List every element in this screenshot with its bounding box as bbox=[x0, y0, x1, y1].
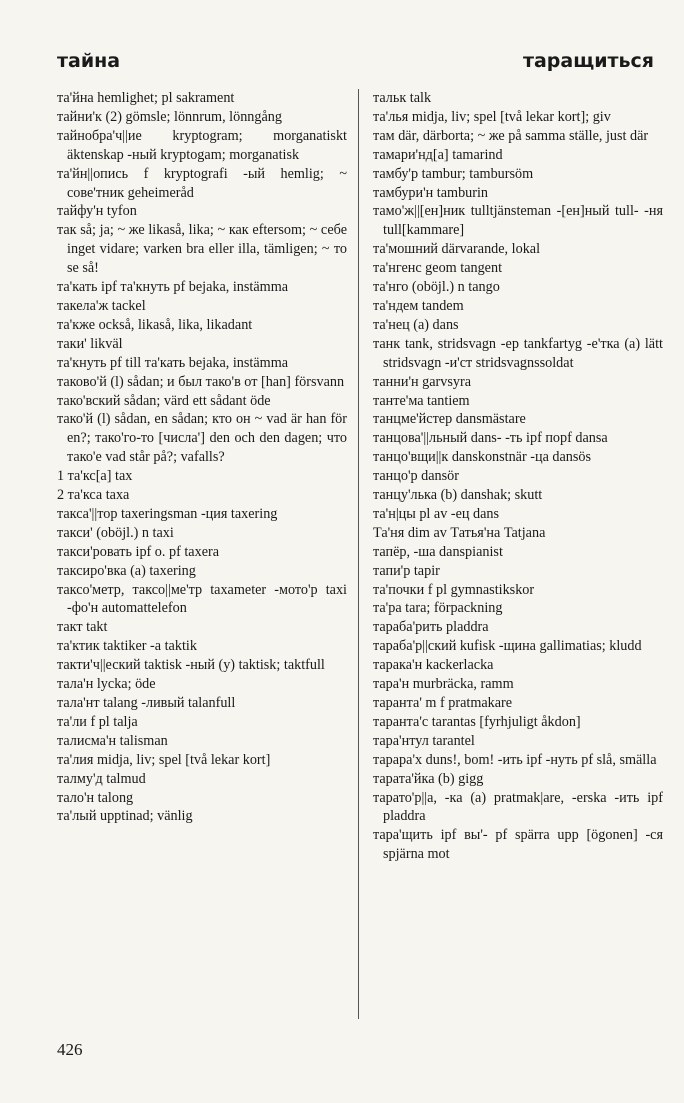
dictionary-entry: тарара'х duns!, bom! -ить ipf -нуть pf slå, smälla bbox=[373, 751, 657, 768]
dictionary-entry: такса'||тор taxeringsman -ция taxering bbox=[57, 505, 278, 522]
dictionary-entry: так så; ja; ~ же likaså, lika; ~ как eftersom; ~ себе inget vidare; varken bra eller illa, tämligen; ~ то se så! bbox=[57, 222, 347, 277]
dictionary-entry: тараба'р||ский kufisk -щина gallimatias; kludd bbox=[373, 638, 642, 655]
dictionary-entry: таксиро'вка (a) taxering bbox=[57, 562, 196, 579]
dictionary-entry: тайни'к (2) gömsle; lönnrum, lönngång bbox=[57, 108, 282, 125]
dictionary-entry: тайфу'н tyfon bbox=[57, 203, 137, 220]
dictionary-entry: танцо'р dansör bbox=[373, 468, 459, 485]
dictionary-entry: тара'н murbräcka, ramm bbox=[373, 676, 514, 693]
dictionary-entry: та'йна hemlighet; pl sakrament bbox=[57, 90, 235, 106]
dictionary-entry: тако'вский sådan; värd ett sådant öde bbox=[57, 392, 271, 409]
dictionary-entry: танцова'||льный dans- -ть ipf поpf dansa bbox=[373, 430, 608, 447]
dictionary-entry: таранта'с tarantas [fyrhjuligt åkdon] bbox=[373, 713, 581, 730]
dictionary-entry: та'ли f pl talja bbox=[57, 713, 138, 730]
dictionary-entry: тала'н lycka; öde bbox=[57, 676, 156, 693]
dictionary-entry: та'нгенс geom tangent bbox=[373, 260, 503, 277]
dictionary-entry: таксо'метр, таксо||ме'тр taxameter -мото'р taxi -фо'н automattelefon bbox=[57, 581, 347, 617]
dictionary-entry: такела'ж tackel bbox=[57, 297, 146, 314]
dictionary-entry: тало'н talong bbox=[57, 789, 134, 806]
header-guide-word-right: таращиться bbox=[522, 50, 654, 72]
dictionary-entry: таранта' m f pratmakare bbox=[373, 695, 513, 711]
dictionary-entry: тапи'р tapir bbox=[373, 562, 440, 579]
dictionary-entry: тарака'н kackerlacka bbox=[373, 657, 494, 674]
dictionary-entry: та'лия midja, liv; spel [två lekar kort] bbox=[57, 751, 271, 768]
dictionary-entry: та'н|цы pl av -ец dans bbox=[373, 505, 500, 522]
dictionary-entry: та'кже också, likaså, lika, likadant bbox=[57, 316, 253, 333]
right-column bbox=[373, 89, 663, 864]
dictionary-entry: та'нго (oböjl.) n tango bbox=[373, 279, 500, 296]
dictionary-entry: та'нец (a) dans bbox=[373, 316, 459, 333]
dictionary-entry: та'кнуть pf till та'кать bejaka, instämma bbox=[57, 354, 289, 371]
dictionary-entry: Та'ня dim av Татья'на Tatjana bbox=[373, 524, 546, 541]
dictionary-entry: такси'ровать ipf o. pf taxera bbox=[57, 543, 220, 560]
header-guide-word-left: тайна bbox=[57, 50, 121, 72]
dictionary-entry: талму'д talmud bbox=[57, 770, 146, 787]
dictionary-entry: такси' (oböjl.) n taxi bbox=[57, 524, 174, 541]
dictionary-entry: тамбури'н tamburin bbox=[373, 184, 489, 201]
dictionary-entry: 1 та'кс[а] tax bbox=[57, 468, 133, 485]
dictionary-entry: тапёр, -ша danspianist bbox=[373, 543, 503, 560]
dictionary-entry: тарата'йка (b) gigg bbox=[373, 770, 484, 787]
dictionary-entry: тараба'рить pladdra bbox=[373, 619, 489, 636]
dictionary-entry: 2 та'кса taxa bbox=[57, 487, 130, 504]
left-column bbox=[57, 89, 347, 826]
dictionary-entry: такт takt bbox=[57, 619, 108, 636]
dictionary-entry: тара'щить ipf вы'- pf spärra upp [ögonen] -ся spjärna mot bbox=[373, 827, 663, 863]
dictionary-entry: тако'й (l) sådan, en sådan; кто он ~ vad är han för en?; тако'го-то [числа'] den och den dagen; что тако'е vad står på?; vafalls? bbox=[57, 411, 347, 466]
dictionary-entry: та'ндем tandem bbox=[373, 297, 464, 314]
dictionary-entry: танцме'йстер dansmästare bbox=[373, 411, 526, 428]
dictionary-entry: тара'нтул tarantel bbox=[373, 732, 475, 749]
dictionary-entry: тала'нт talang -ливый talanfull bbox=[57, 695, 236, 711]
dictionary-entry: тайнобра'ч||ие kryptogram; morganatiskt äktenskap -ный kryptogam; morganatisk bbox=[57, 127, 347, 163]
dictionary-entry: та'лый upptinad; vänlig bbox=[57, 808, 193, 825]
dictionary-entry: та'мошний därvarande, lokal bbox=[373, 241, 541, 258]
dictionary-entry: такти'ч||еский taktisk -ный (y) taktisk; taktfull bbox=[57, 657, 325, 674]
page-number: 426 bbox=[57, 1040, 83, 1059]
column-divider bbox=[358, 89, 359, 1019]
dictionary-entry: тамари'нд[а] tamarind bbox=[373, 146, 503, 163]
dictionary-entry: та'почки f pl gymnastikskor bbox=[373, 581, 535, 598]
dictionary-entry: танк tank, stridsvagn -ер tankfartyg -е'тка (a) lätt stridsvagn -и'ст stridsvagnssoldat bbox=[373, 335, 663, 371]
dictionary-entry: таково'й (l) sådan; и был тако'в от [han] försvann bbox=[57, 373, 345, 390]
dictionary-entry: талисма'н talisman bbox=[57, 732, 168, 749]
dictionary-entry: танцо'вщи||к danskonstnär -ца dansös bbox=[373, 449, 592, 466]
dictionary-entry: тамбу'р tambur; tambursöm bbox=[373, 165, 534, 182]
dictionary-entry: та'ктик taktiker -а taktik bbox=[57, 638, 197, 655]
dictionary-entry: танни'н garvsyra bbox=[373, 373, 471, 390]
dictionary-entry: тарато'р||а, -ка (a) pratmak|are, -erska -ить ipf pladdra bbox=[373, 789, 663, 825]
dictionary-entry: тамо'ж||[ен]ник tulltjänsteman -[ен]ный tull- -ня tull[kammare] bbox=[373, 203, 663, 239]
dictionary-entry: танте'ма tantiem bbox=[373, 392, 470, 409]
dictionary-entry: тальк talk bbox=[373, 90, 432, 106]
dictionary-entry: таки' likväl bbox=[57, 335, 123, 352]
dictionary-entry: там där, därborta; ~ же på samma ställe, just där bbox=[373, 127, 649, 144]
dictionary-entry: та'ра tara; förpackning bbox=[373, 600, 503, 617]
dictionary-entry: танцу'лька (b) danshak; skutt bbox=[373, 487, 543, 504]
dictionary-entry: та'йн||опись f kryptografi -ый hemlig; ~ сове'тник geheimeråd bbox=[57, 165, 347, 201]
dictionary-entry: та'кать ipf та'кнуть pf bejaka, instämma bbox=[57, 279, 289, 296]
dictionary-entry: та'лья midja, liv; spel [två lekar kort]; giv bbox=[373, 108, 611, 125]
